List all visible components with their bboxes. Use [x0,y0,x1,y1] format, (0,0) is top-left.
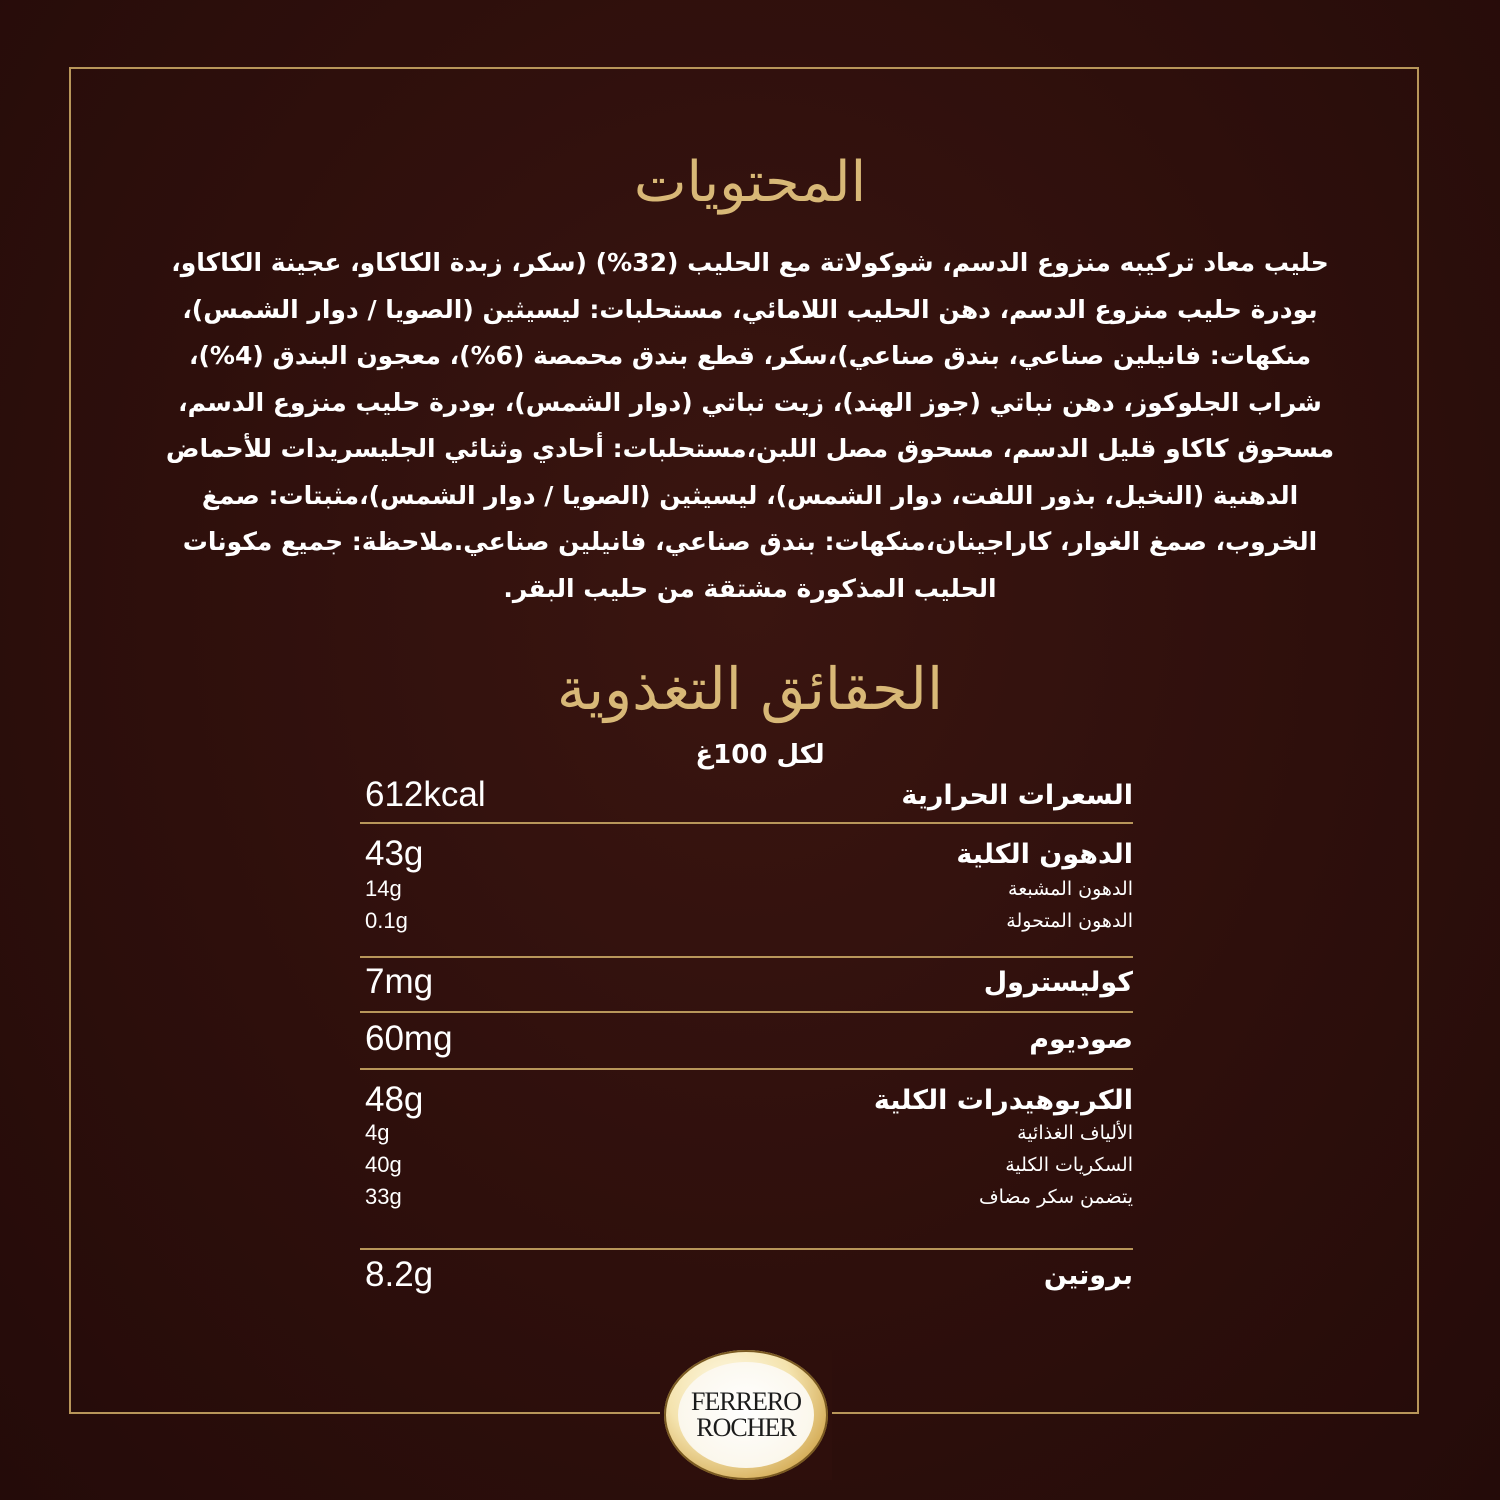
nutrition-row [360,962,1133,1002]
nutrition-label: الدهون المشبعة [1008,878,1133,900]
nutrition-value: 4g [365,1120,390,1145]
contents-title: المحتويات [633,150,867,215]
nutrition-row [360,1019,1133,1059]
nutrition-subrow [360,1120,1133,1146]
logo-inner-oval [678,1362,814,1468]
nutrition-group-cholesterol [360,958,1133,1013]
nutrition-group-energy [360,765,1133,824]
nutrition-label: الألياف الغذائية [1017,1122,1133,1144]
nutrition-label: صوديوم [1029,1023,1133,1055]
nutrition-group-protein [360,1250,1133,1310]
logo-text-line-2: ROCHER [696,1413,796,1442]
nutrition-row [360,1080,1133,1120]
nutrition-subrow [360,1184,1133,1210]
nutrition-label: يتضمن سكر مضاف [978,1186,1133,1208]
nutrition-value: 33g [365,1184,402,1209]
nutrition-value: 612kcal [365,775,486,814]
nutrition-value: 48g [365,1080,424,1119]
nutrition-value: 0.1g [365,908,408,933]
nutrition-subrow [360,1152,1133,1178]
nutrition-group-carbohydrates [360,1070,1133,1250]
ferrero-rocher-logo [660,1350,832,1480]
nutrition-value: 7mg [365,962,434,1001]
nutrition-value: 8.2g [365,1255,434,1294]
nutrition-group-fat [360,824,1133,958]
logo-text-line-1: FERRERO [690,1387,802,1416]
nutrition-value: 14g [365,876,402,901]
nutrition-label: كوليسترول [983,966,1133,998]
nutrition-row [360,775,1133,815]
nutrition-subrow [360,908,1133,934]
nutrition-value: 43g [365,834,424,873]
nutrition-subrow [360,876,1133,902]
nutrition-value: 40g [365,1152,402,1177]
nutrition-label: بروتين [1043,1259,1133,1291]
nutrition-label: الكربوهيدرات الكلية [873,1084,1133,1116]
nutrition-row [360,834,1133,874]
nutrition-label: السكريات الكلية [1005,1154,1133,1176]
nutrition-group-sodium [360,1013,1133,1070]
nutrition-label: الدهون الكلية [956,838,1133,870]
per-100g-label: لكل 100غ [695,740,825,770]
ingredients-text: حليب معاد تركيبه منزوع الدسم، شوكولاتة مع الحليب (32%) (سكر، زبدة الكاكاو، عجينة الكاكاو، بودرة حليب منزوع الدسم، دهن الحليب اللامائي، مستحلبات: ليسيثين (الصويا / دوار الشمس)، منكهات: فانيلين صناعي، بندق صناعي)،سكر، قطع بندق محمصة (6%)، معجون البندق (4%)، شراب الجلوكوز، دهن نباتي (جوز الهند)، زيت نباتي (دوار الشمس)، بودرة حليب منزوع الدسم، مسحوق كاكاو قليل الدسم، مسحوق مصل اللبن،مستحلبات: أحادي وثنائي الجليسريدات للأحماض الدهنية (النخيل، بذور اللفت، دوار الشمس)، ليسيثين (الصويا / دوار الشمس)،مثبتات: صمغ الخروب، صمغ الغوار، كاراجينان،منكهات: بندق صناعي، فانيلين صناعي.ملاحظة: جميع مكونات الحليب المذكورة مشتقة من حليب البقر. [165,248,1335,603]
nutrition-label: الدهون المتحولة [1006,910,1133,932]
nutrition-row [360,1255,1133,1295]
nutrition-label: السعرات الحرارية [901,779,1133,811]
nutrition-facts-title: الحقائق التغذوية [556,655,944,723]
nutrition-table [360,765,1133,1310]
logo-gold-seal [664,1350,828,1480]
nutrition-value: 60mg [365,1019,453,1058]
